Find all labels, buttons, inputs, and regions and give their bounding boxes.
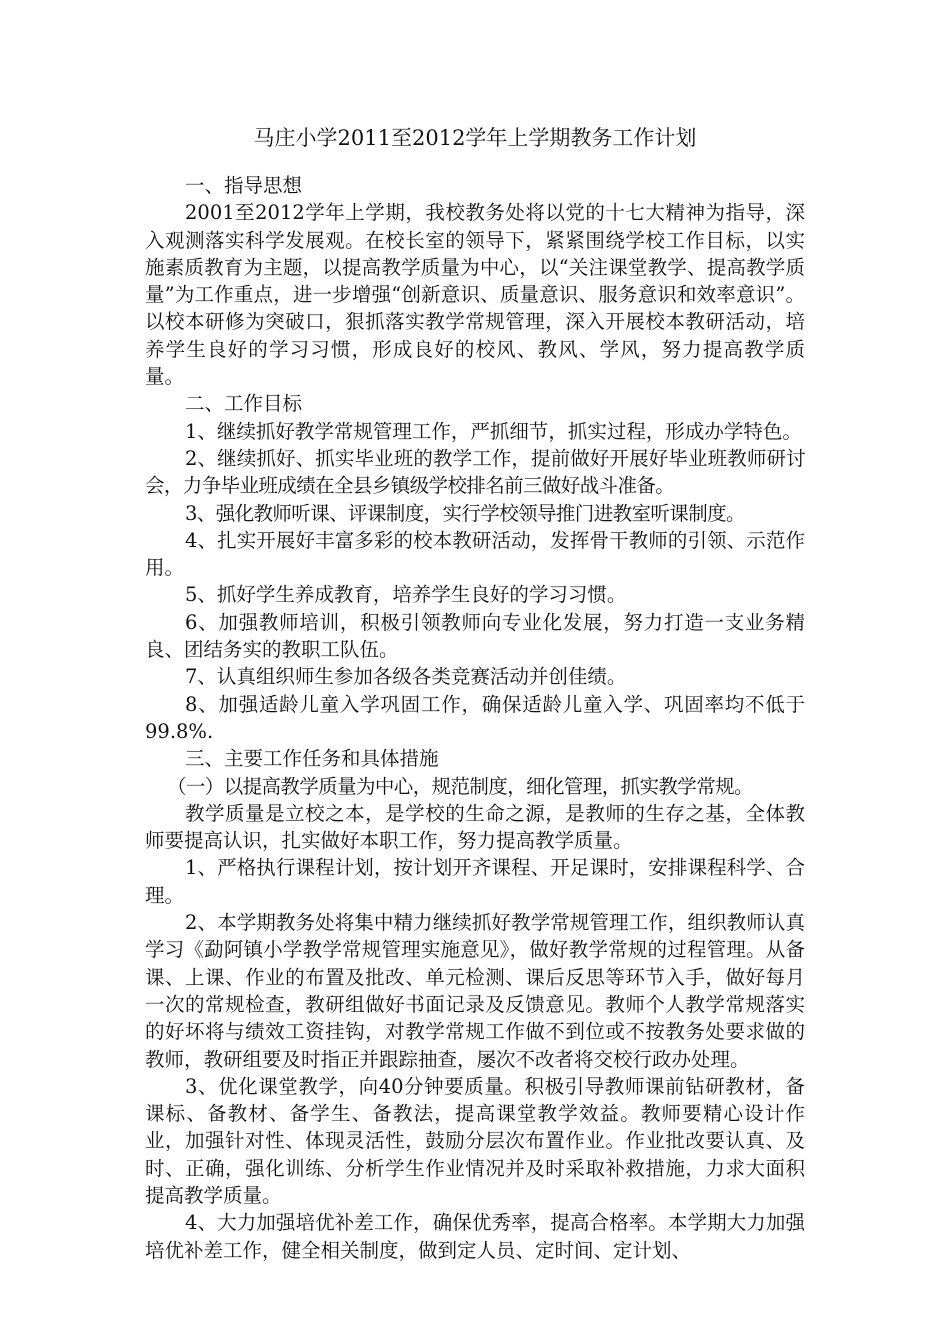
- paragraph: 2、继续抓好、抓实毕业班的教学工作，提前做好开展好毕业班教师研讨会，力争毕业班成绩在全县乡镇级学校排名前三做好战斗准备。: [145, 446, 805, 498]
- paragraph: 教学质量是立校之本，是学校的生命之源，是教师的生存之基，全体教师要提高认识，扎实做好本职工作，努力提高教学质量。: [145, 801, 805, 853]
- paragraph: 5、抓好学生养成教育，培养学生良好的学习习惯。: [185, 583, 627, 607]
- paragraph: （一）以提高教学质量为中心，规范制度，细化管理，抓实教学常规。: [167, 774, 753, 798]
- paragraph: 8、加强适龄儿童入学巩固工作，确保适龄儿童入学、巩固率均不低于99.8%.: [145, 692, 805, 743]
- document-body: [145, 172, 805, 1264]
- paragraph: 3、优化课堂教学，向40分钟要质量。积极引导教师课前钻研教材，备课标、备教材、备学生、备教法，提高课堂教学效益。教师要精心设计作业，加强针对性、体现灵活性，鼓励分层次布置作业。作业批改要认真、及时、正确，强化训练、分析学生作业情况并及时采取补救措施，力求大面积提高教学质量。: [145, 1074, 805, 1207]
- paragraph: 二、工作目标: [185, 392, 303, 416]
- paragraph: 4、扎实开展好丰富多彩的校本教研活动，发挥骨干教师的引领、示范作用。: [145, 528, 805, 580]
- paragraph: 6、加强教师培训，积极引领教师向专业化发展，努力打造一支业务精良、团结务实的教职工队伍。: [145, 610, 805, 662]
- paragraph: 1、继续抓好教学常规管理工作，严抓细节，抓实过程，形成办学特色。: [185, 419, 802, 443]
- document-title: 马庄小学2011至2012学年上学期教务工作计划: [253, 126, 697, 150]
- paragraph: 2001至2012学年上学期，我校教务处将以党的十七大精神为指导，深入观测落实科学发展观。在校长室的领导下，紧紧围绕学校工作目标，以实施素质教育为主题，以提高教学质量为中心，以“关注课堂教学、提高教学质量”为工作重点，进一步增强“创新意识、质量意识、服务意识和效率意识”。以校本研修为突破口，狠抓落实教学常规管理，深入开展校本教研活动，培养学生良好的学习习惯，形成良好的校风、教风、学风，努力提高教学质量。: [145, 201, 805, 389]
- paragraph: 三、主要工作任务和具体措施: [185, 747, 439, 771]
- paragraph: 1、严格执行课程计划，按计划开齐课程、开足课时，安排课程科学、合理。: [145, 856, 805, 907]
- paragraph: 4、大力加强培优补差工作，确保优秀率，提高合格率。本学期大力加强培优补差工作，健全相关制度，做到定人员、定时间、定计划、: [145, 1211, 805, 1262]
- paragraph: 3、强化教师听课、评课制度，实行学校领导推门进教室听课制度。: [185, 501, 745, 525]
- paragraph: 一、指导思想: [185, 174, 303, 197]
- paragraph: 2、本学期教务处将集中精力继续抓好教学常规管理工作，组织教师认真学习《勐阿镇小学教学常规管理实施意见》，做好教学常规的过程管理。从备课、上课、作业的布置及批改、单元检测、课后反思等环节入手，做好每月一次的常规检查，教研组做好书面记录及反馈意见。教师个人教学常规落实的好坏将与绩效工资挂钩，对教学常规工作做不到位或不按教务处要求做的教师，教研组要及时指正并跟踪抽查，屡次不改者将交校行政办处理。: [145, 911, 805, 1071]
- paragraph: 7、认真组织师生参加各级各类竞赛活动并创佳绩。: [185, 665, 627, 689]
